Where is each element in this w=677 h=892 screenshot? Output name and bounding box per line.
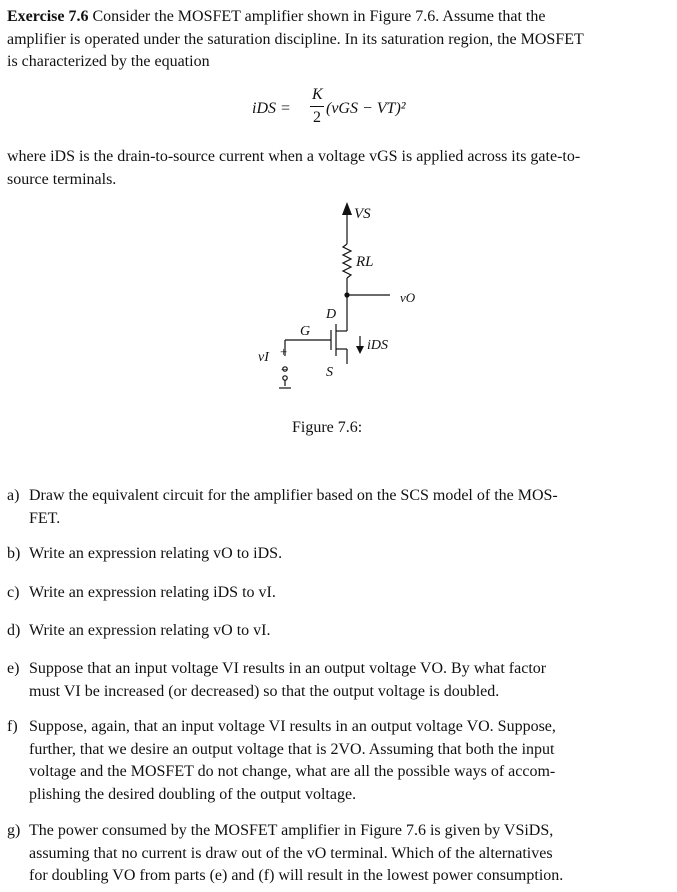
- question-line: Write an expression relating vO to iDS.: [29, 545, 283, 562]
- question-label: d): [7, 622, 21, 639]
- equation-lhs: iDS =: [252, 100, 291, 117]
- equation-denominator: 2: [313, 109, 321, 126]
- question-line: FET.: [29, 509, 61, 527]
- label-rl: RL: [356, 254, 374, 270]
- label-g: G: [300, 324, 311, 339]
- question-line: voltage and the MOSFET do not change, what are all the possible ways of accom-: [29, 763, 556, 780]
- question-label: e): [7, 660, 20, 677]
- where-paragraph: [7, 146, 671, 191]
- exercise-number: Exercise 7.6: [7, 8, 89, 25]
- label-s: S: [326, 365, 333, 380]
- question-label: a): [7, 487, 20, 504]
- question-c: [7, 582, 671, 605]
- question-line: plishing the desired doubling of the output voltage.: [29, 785, 357, 803]
- question-line: Suppose, again, that an input voltage VI results in an output voltage VO. Suppose,: [29, 718, 556, 735]
- question-line: The power consumed by the MOSFET amplifier in Figure 7.6 is given by VSiDS,: [29, 822, 554, 839]
- question-line: Draw the equivalent circuit for the amplifier based on the SCS model of the MOS-: [29, 487, 558, 504]
- question-f: [7, 716, 671, 806]
- question-label: f): [7, 718, 18, 735]
- question-a: [7, 485, 671, 530]
- where-line-2: source terminals.: [7, 170, 117, 188]
- ids-arrow-icon: [356, 346, 364, 354]
- question-line: must VI be increased (or decreased) so that the output voltage is doubled.: [29, 682, 500, 700]
- question-label: g): [7, 822, 21, 839]
- figure-caption: Figure 7.6:: [292, 419, 363, 436]
- question-g: [7, 820, 671, 888]
- label-minus: −: [281, 362, 289, 377]
- label-vs: VS: [354, 206, 371, 222]
- question-line: assuming that no current is draw out of the vO terminal. Which of the alternatives: [29, 844, 553, 862]
- question-line: Suppose that an input voltage VI results in an output voltage VO. By what factor: [29, 660, 547, 677]
- intro-line-2: amplifier is operated under the saturation discipline. In its saturation region, the MOSFET: [7, 30, 584, 48]
- question-label: b): [7, 545, 21, 562]
- intro-line-3: is characterized by the equation: [7, 53, 210, 70]
- equation-numerator: K: [312, 86, 323, 103]
- label-d: D: [326, 307, 337, 322]
- question-e: [7, 658, 671, 703]
- question-line: Write an expression relating vO to vI.: [29, 622, 271, 639]
- question-line: further, that we desire an output voltage that is 2VO. Assuming that both the input: [29, 740, 555, 758]
- question-d: [7, 620, 671, 643]
- equation-rhs: (vGS − VT)²: [326, 100, 406, 117]
- resistor-rl: [343, 244, 351, 278]
- where-line-1: where iDS is the drain-to-source current when a voltage vGS is applied across its gate-to-: [7, 148, 581, 165]
- label-vi: vI: [258, 350, 269, 365]
- question-label: c): [7, 584, 20, 601]
- question-line: Write an expression relating iDS to vI.: [29, 584, 276, 601]
- saturation-equation: [252, 86, 472, 134]
- question-b: [7, 543, 671, 566]
- label-plus: +: [280, 344, 288, 359]
- mosfet-amplifier-circuit: [240, 196, 440, 406]
- supply-arrow-icon: [342, 202, 352, 215]
- question-line: for doubling VO from parts (e) and (f) will result in the lowest power consumption.: [29, 867, 564, 884]
- label-ids: iDS: [367, 338, 388, 353]
- fraction-bar: [310, 106, 324, 107]
- intro-line-1: Exercise 7.6 Consider the MOSFET amplifier shown in Figure 7.6. Assume that the: [7, 8, 546, 25]
- intro-paragraph: [7, 6, 671, 74]
- label-vo: vO: [400, 290, 416, 305]
